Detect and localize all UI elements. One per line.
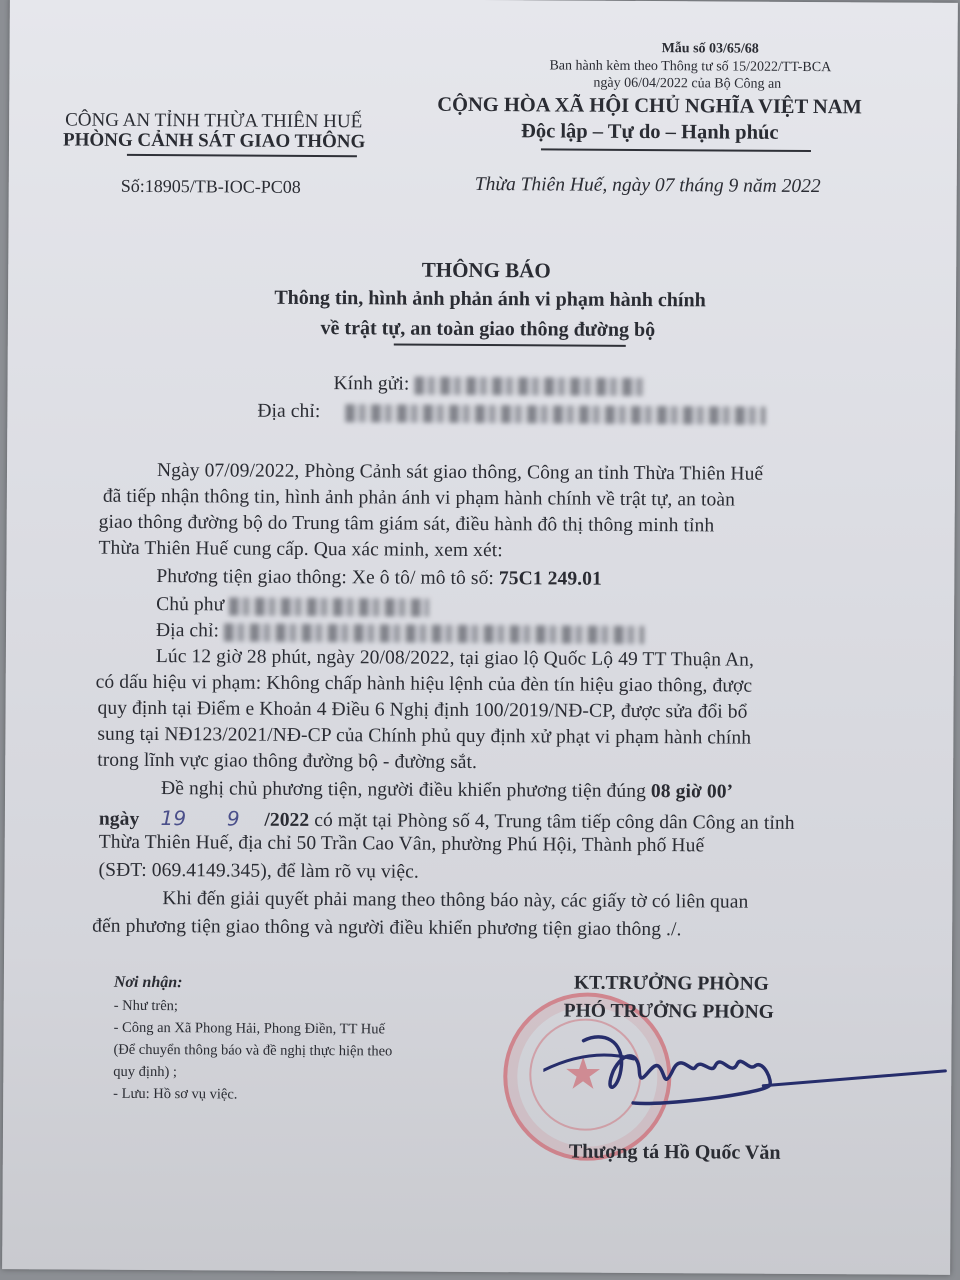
- handwritten-day: 19: [160, 806, 187, 831]
- form-reference-1: Ban hành kèm theo Thông tư số 15/2022/TT-BCA: [549, 58, 832, 76]
- subtitle-underline: [394, 343, 626, 346]
- country-name: CỘNG HÒA XÃ HỘI CHỦ NGHĨA VIỆT NAM: [437, 93, 862, 119]
- paragraph-4-line-2: đến phương tiện giao thông và người điều khiển phương tiện giao thông ./.: [92, 915, 682, 941]
- paragraph-2-line-3: quy định tại Điểm e Khoản 4 Điều 6 Nghị định 100/2019/NĐ-CP, được sửa đổi bổ: [97, 697, 748, 723]
- paragraph-1-line-1: Ngày 07/09/2022, Phòng Cảnh sát giao thông, Công an tỉnh Thừa Thiên Huế: [156, 460, 764, 485]
- recipients-item-1: - Như trên;: [113, 997, 179, 1015]
- recipients-item-5: - Lưu: Hồ sơ vụ việc.: [113, 1085, 238, 1103]
- agency-name: CÔNG AN TỈNH THỪA THIÊN HUẾ: [65, 109, 363, 133]
- document-subtitle-1: Thông tin, hình ảnh phản ánh vi phạm hành chính: [274, 286, 706, 312]
- paragraph-3-line-2: ngày 19 9 /2022 có mặt tại Phòng số 4, Trung tâm tiếp công dân Công an tỉnh: [98, 806, 795, 834]
- paragraph-3-line-1: Đề nghị chủ phương tiện, người điều khiển phương tiện đúng 08 giờ 00’: [160, 778, 734, 803]
- paragraph-1-line-2: đã tiếp nhận thông tin, hình ảnh phản ánh vi phạm hành chính về trật tự, an toàn: [102, 485, 736, 511]
- signature-title-1: KT.TRƯỞNG PHÒNG: [573, 972, 769, 995]
- paragraph-4-line-1: Khi đến giải quyết phải mang theo thông báo này, các giấy tờ có liên quan: [162, 888, 749, 913]
- motto-underline: [541, 148, 811, 152]
- recipients-title: Nơi nhận:: [113, 973, 183, 992]
- recipients-item-3: (Để chuyển thông báo và đề nghị thực hiện theo: [113, 1041, 393, 1060]
- recipient-label: Kính gửi:: [333, 373, 644, 397]
- signatory-name: Thượng tá Hồ Quốc Văn: [568, 1140, 781, 1164]
- appointment-time: 08 giờ 00’: [650, 781, 734, 803]
- vehicle-plate: 75C1 249.01: [498, 568, 602, 590]
- recipients-item-2: - Công an Xã Phong Hải, Phong Điền, TT Huế: [113, 1019, 385, 1038]
- department-name: PHÒNG CẢNH SÁT GIAO THÔNG: [62, 129, 366, 153]
- recipients-item-4: quy định) ;: [113, 1063, 178, 1081]
- paragraph-1-line-4: Thừa Thiên Huế cung cấp. Qua xác minh, xem xét:: [98, 537, 503, 562]
- paragraph-3-line-3: Thừa Thiên Huế, địa chỉ 50 Trần Cao Vân, phường Phú Hội, Thành phố Huế: [98, 831, 705, 857]
- paragraph-2-line-1: Lúc 12 giờ 28 phút, ngày 20/08/2022, tại giao lộ Quốc Lộ 49 TT Thuận An,: [155, 646, 755, 671]
- document-subtitle-2: về trật tự, an toàn giao thông đường bộ: [320, 317, 656, 342]
- issue-date: Thừa Thiên Huế, ngày 07 tháng 9 năm 2022: [474, 173, 821, 198]
- document-title: THÔNG BÁO: [421, 257, 551, 283]
- signature-title-2: PHÓ TRƯỞNG PHÒNG: [563, 1000, 774, 1023]
- owner-line: Chủ phư: [156, 594, 429, 618]
- redacted-owner-name: [229, 597, 429, 616]
- document-page: [2, 0, 958, 1275]
- redacted-recipient-address: [345, 404, 765, 425]
- document-number: Số:18905/TB-IOC-PC08: [120, 175, 301, 197]
- redacted-recipient-name: [414, 376, 644, 395]
- department-underline: [127, 154, 357, 157]
- vehicle-line: Phương tiện giao thông: Xe ô tô/ mô tô số: 75C1 249.01: [156, 566, 602, 590]
- motto: Độc lập – Tự do – Hạnh phúc: [521, 120, 779, 144]
- paragraph-2-line-2: có dấu hiệu vi phạm: Không chấp hành hiệu lệnh của đèn tín hiệu giao thông, được: [95, 671, 753, 697]
- redacted-owner-address: [224, 623, 644, 644]
- form-reference-2: ngày 06/04/2022 của Bộ Công an: [593, 75, 782, 92]
- recipient-address-label: Địa chỉ:: [257, 401, 765, 426]
- paragraph-2-line-4: sung tại NĐ123/2021/NĐ-CP của Chính phủ quy định xử phạt vi phạm hành chính: [97, 723, 752, 749]
- form-code: Mẫu số 03/65/68: [661, 41, 759, 57]
- star-icon: ★: [563, 1049, 603, 1099]
- handwritten-signature: [543, 1010, 954, 1123]
- paragraph-1-line-3: giao thông đường bộ do Trung tâm giám sát, điều hành đô thị thông minh tỉnh: [98, 511, 715, 537]
- owner-address-line: Địa chỉ:: [156, 620, 644, 645]
- paragraph-2-line-5: trong lĩnh vực giao thông đường bộ - đường sắt.: [97, 749, 478, 773]
- handwritten-month: 9: [226, 806, 240, 831]
- paragraph-3-line-4: (SĐT: 069.4149.345), để làm rõ vụ việc.: [98, 859, 419, 883]
